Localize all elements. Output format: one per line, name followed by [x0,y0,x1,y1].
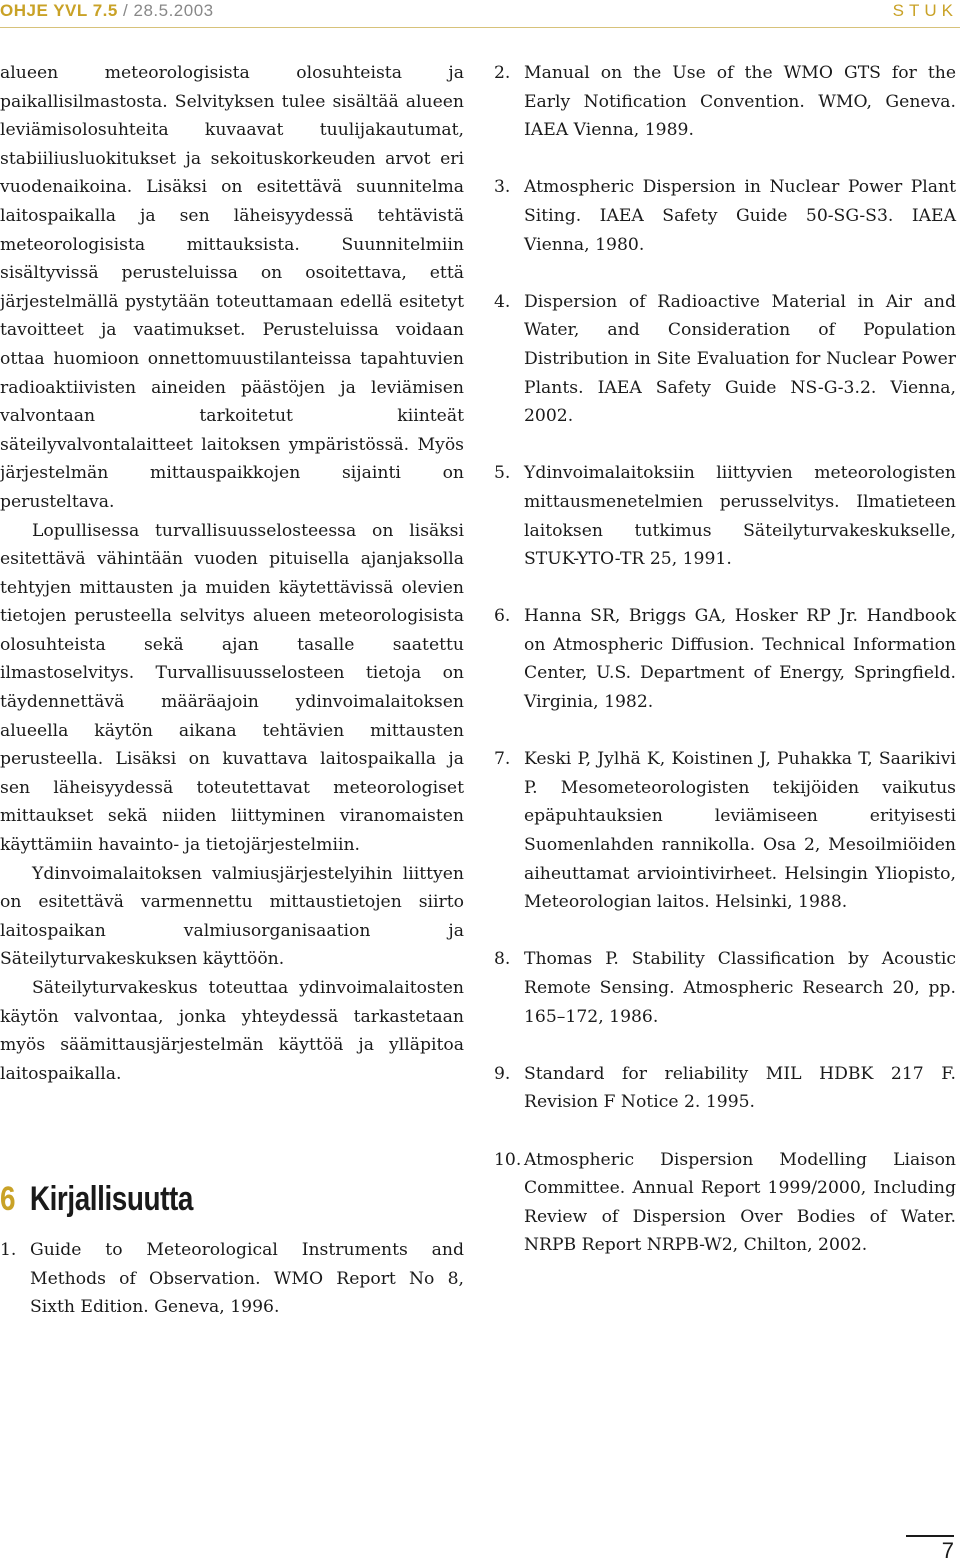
reference-item [494,459,956,573]
section-title: Kirjallisuutta [29,1180,193,1218]
reference-item [494,1060,956,1117]
reference-item [494,59,956,145]
left-column [0,59,464,1088]
reference-number: 6. [494,606,511,627]
header-left [0,0,214,23]
right-column [494,59,956,1289]
reference-list-left [0,1236,464,1322]
reference-number: 1. [0,1240,17,1260]
body-paragraph: alueen meteorologisista olosuhteista ja paikallisilmastosta. Selvityksen tulee sisältää alueen leviämisolosuhteita kuvaavat tuulijakautumat, stabiiliusluokitukset ja sekoituskorkeuden arvot eri vuodenaikoina. Lisäksi on esitettävä suunnitelma laitospaikalla ja sen läheisyydessä tehtävistä meteorologisista mittauksista. Suunnitelmiin sisältyvissä perusteluissa on osoitettava, että järjestelmällä pystytään toteuttamaan edellä esitetyt tavoitteet ja vaatimukset. Perusteluissa voidaan ottaa huomioon onnettomuustilanteissa tapahtuvien radioaktiivisten aineiden päästöjen ja leviämisen valvontaan tarkoitetut kiinteät säteilyvalvontalaitteet laitoksen ympäristössä. Myös järjestelmän mittauspaikkojen sijainti on perusteltava. [0,63,464,512]
reference-number: 10. [494,1149,522,1170]
header-rule [0,27,960,28]
reference-text: Atmospheric Dispersion in Nuclear Power Plant Siting. IAEA Safety Guide 50-SG-S3. IAEA Vienna, 1980. [524,177,956,255]
reference-item [494,602,956,716]
reference-text: Manual on the Use of the WMO GTS for the Early Notification Convention. WMO, Geneva. IAEA Vienna, 1989. [524,63,956,141]
body-paragraph: Ydinvoimalaitoksen valmiusjärjestelyihin liittyen on esitettävä varmennettu mittaustietojen siirto laitospaikan valmiusorganisaation ja Säteilyturvakeskuksen käyttöön. [0,863,464,970]
section-number: 6 [0,1180,16,1218]
reference-number: 8. [494,949,511,970]
reference-item [494,745,956,917]
doc-label: OHJE YVL 7.5 [0,1,118,20]
reference-item [494,1146,956,1260]
reference-text: Atmospheric Dispersion Modelling Liaison Committee. Annual Report 1999/2000, Including Review of Dispersion Over Bodies of Water. NRPB Report NRPB-W2, Chilton, 2002. [524,1149,956,1256]
org-label: STUK [892,1,958,20]
body-paragraph: Säteilyturvakeskus toteuttaa ydinvoimalaitosten käytön valvontaa, jonka yhteydessä tarkastetaan myös säämittausjärjestelmän käyttöä ja ylläpitoa laitospaikalla. [0,978,464,1084]
doc-date: 28.5.2003 [133,1,214,20]
section-heading [0,1175,380,1223]
page-number: 7 [941,1538,954,1563]
reference-number: 4. [494,291,511,312]
reference-text: Hanna SR, Briggs GA, Hosker RP Jr. Handbook on Atmospheric Diffusion. Technical Information Center, U.S. Department of Energy, Springfield. Virginia, 1982. [524,606,956,713]
reference-item [0,1236,464,1322]
reference-item [494,288,956,431]
body-paragraph: Lopullisessa turvallisuusselosteessa on lisäksi esitettävä vähintään vuoden pituisella ajanjaksolla tehtyjen mittausten ja muiden käytettävissä olevien tietojen perusteella selvitys alueen meteorologisista olosuhteista sekä ajan tasalle saatettu ilmastoselvitys. Turvallisuusselosteen tietoja on täydennettävä määräajoin ydinvoimalaitoksen alueella käytön aikana tehtävien mittausten perusteella. Lisäksi on kuvattava laitospaikalla ja sen läheisyydessä toteutettavat meteorologiset mittaukset sekä niiden liittyminen viranomaisten käyttämiin havainto- ja tietojärjestelmiin. [0,520,464,856]
reference-text: Keski P, Jylhä K, Koistinen J, Puhakka T, Saarikivi P. Mesometeorologisten tekijöiden vaikutus epäpuhtauksien leviämiseen erityisesti Suomenlahden rannikolla. Osa 2, Mesoilmiöiden aiheuttamat arviointivirheet. Helsingin Yliopisto, Meteorologian laitos. Helsinki, 1988. [524,749,956,913]
reference-number: 7. [494,749,511,770]
reference-number: 5. [494,463,511,484]
reference-number: 3. [494,177,511,198]
reference-text: Guide to Meteorological Instruments and Methods of Observation. WMO Report No 8, Sixth Edition. Geneva, 1996. [30,1240,464,1318]
reference-text: Thomas P. Stability Classification by Acoustic Remote Sensing. Atmospheric Research 20, pp. 165–172, 1986. [524,949,956,1027]
reference-item [494,173,956,259]
reference-text: Standard for reliability MIL HDBK 217 F. Revision F Notice 2. 1995. [524,1063,956,1113]
reference-text: Dispersion of Radioactive Material in Air and Water, and Consideration of Population Distribution in Site Evaluation for Nuclear Power Plants. IAEA Safety Guide NS-G-3.2. Vienna, 2002. [524,291,956,427]
reference-number: 2. [494,63,511,83]
header-separator: / [117,1,134,20]
page-header [0,0,960,24]
reference-number: 9. [494,1063,511,1084]
reference-item [494,945,956,1031]
reference-text: Ydinvoimalaitoksiin liittyvien meteorologisten mittausmenetelmien perusselvitys. Ilmatieteen laitoksen tutkimus Säteilyturvakeskukselle, STUK-YTO-TR 25, 1991. [524,463,956,570]
